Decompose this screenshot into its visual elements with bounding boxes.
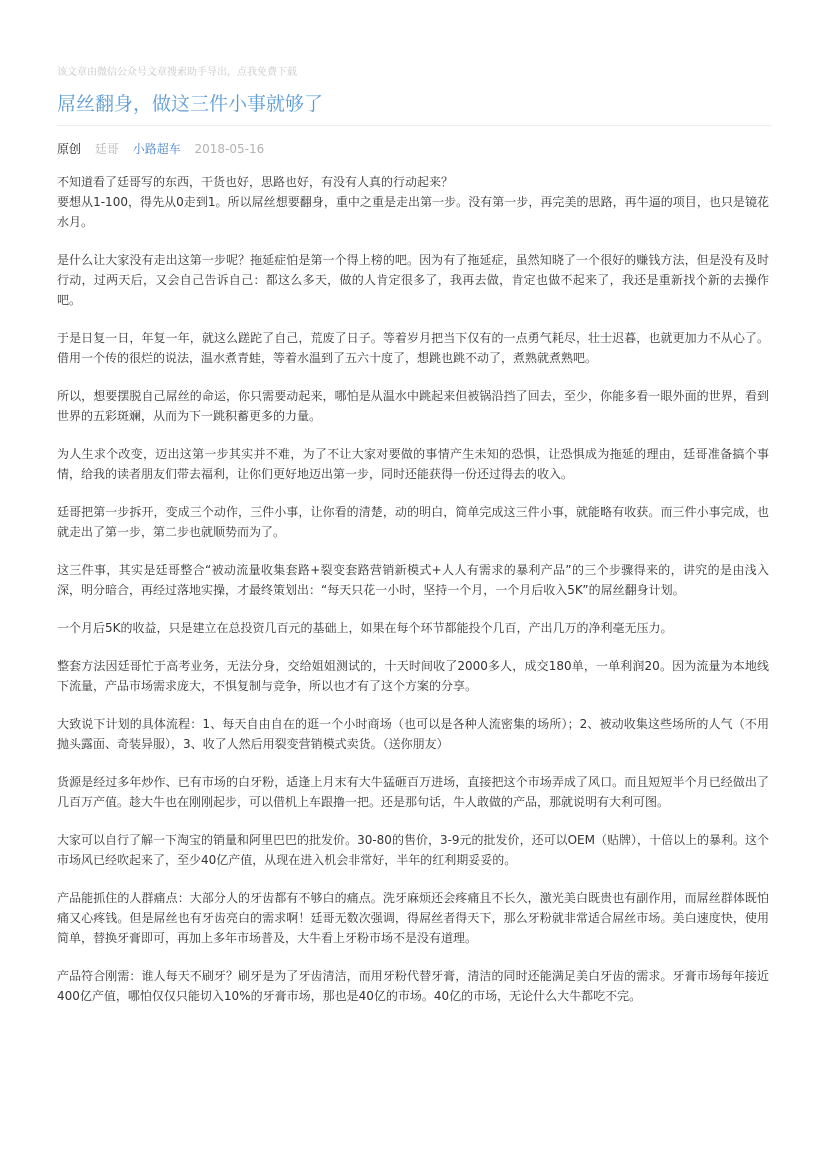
paragraph-9: 整套方法因廷哥忙于高考业务，无法分身，交给姐姐测试的，十天时间收了2000多人，成交180单，一单利润20。因为流量为本地线下流量，产品市场需求庞大，不惧复制与竞争，所以也才有了这个方案的分享。 — [57, 659, 769, 693]
paragraph-8: 一个月后5K的收益，只是建立在总投资几百元的基础上，如果在每个环节都能投个几百，产出几万的净利毫无压力。 — [57, 621, 673, 635]
paragraph-3: 于是日复一日，年复一年，就这么蹉跎了自己，荒废了日子。等着岁月把当下仅有的一点勇气耗尽，壮士迟暮，也就更加力不从心了。借用一个传的很烂的说法，温水煮青蛙，等着水温到了五六十度了，想跳也跳不动了，煮熟就煮熟吧。 — [57, 331, 769, 365]
author-name: 廷哥 — [94, 142, 119, 156]
paragraph-13: 产品能抓住的人群痛点：大部分人的牙齿都有不够白的痛点。洗牙麻烦还会疼痛且不长久，激光美白既贵也有副作用，而屌丝群体既怕痛又心疼钱。但是屌丝也有牙齿亮白的需求啊！廷哥无数次强调，得屌丝者得天下，那么牙粉就非常适合屌丝市场。美白速度快，使用简单，替换牙膏即可，再加上多年市场普及，大牛看上牙粉市场不是没有道理。 — [57, 891, 769, 945]
paragraph-5: 为人生求个改变，迈出这第一步其实并不难，为了不让大家对要做的事情产生未知的恐惧，让恐惧成为拖延的理由，廷哥准备搞个事情，给我的读者朋友们带去福利，让你们更好地迈出第一步，同时还能获得一份还过得去的收入。 — [57, 447, 769, 481]
article-meta — [57, 140, 274, 158]
paragraph-12: 大家可以自行了解一下淘宝的销量和阿里巴巴的批发价。30-80的售价，3-9元的批发价，还可以OEM（贴牌），十倍以上的暴利。这个市场风已经吹起来了，至少40亿产值，从现在进入机会非常好，半年的红利期妥妥的。 — [57, 833, 769, 867]
article-title: 屌丝翻身，做这三件小事就够了 — [57, 93, 324, 115]
article-body — [57, 172, 769, 1024]
paragraph-7: 这三件事，其实是廷哥整合“被动流量收集套路+裂变套路营销新模式+人人有需求的暴利产品”的三个步骤得来的，讲究的是由浅入深，明分暗合，再经过落地实操，才最终策划出：“每天只花一小时，坚持一个月，一个月后收入5K”的屌丝翻身计划。 — [57, 563, 769, 597]
title-divider — [57, 125, 771, 126]
export-notice-link[interactable]: 该文章由微信公众号文章搜索助手导出，点我免费下载 — [57, 67, 297, 78]
paragraph-10: 大致说下计划的具体流程：1、每天自由自在的逛一个小时商场（也可以是各种人流密集的场所）；2、被动收集这些场所的人气（不用抛头露面、奇装异服），3、收了人然后用裂变营销模式卖货。（送你朋友） — [57, 717, 769, 751]
paragraph-2: 是什么让大家没有走出这第一步呢？拖延症怕是第一个得上榜的吧。因为有了拖延症，虽然知晓了一个很好的赚钱方法，但是没有及时行动，过两天后，又会自己告诉自己：都这么多天，做的人肯定很多了，我再去做，肯定也做不起来了，我还是重新找个新的去操作吧。 — [57, 253, 769, 307]
account-link[interactable]: 小路超车 — [132, 142, 181, 156]
paragraph-11: 货源是经过多年炒作、已有市场的白牙粉，适逢上月末有大牛猛砸百万进场，直接把这个市场弄成了风口。而且短短半个月已经做出了几百万产值。趁大牛也在刚刚起步，可以借机上车跟撸一把。还是那句话，牛人敢做的产品，那就说明有大利可图。 — [57, 775, 769, 809]
paragraph-14: 产品符合刚需：谁人每天不刷牙？刷牙是为了牙齿清洁，而用牙粉代替牙膏，清洁的同时还能满足美白牙齿的需求。牙膏市场每年接近400亿产值，哪怕仅仅只能切入10%的牙膏市场，那也是40亿的市场。40亿的市场，无论什么大牛都吃不完。 — [57, 969, 769, 1003]
paragraph-1: 不知道看了廷哥写的东西，干货也好，思路也好，有没有人真的行动起来？ 要想从1-100，得先从0走到1。所以屌丝想要翻身，重中之重是走出第一步。没有第一步，再完美的思路，再牛逼的项目，也只是镜花水月。 — [57, 175, 769, 229]
paragraph-6: 廷哥把第一步拆开，变成三个动作，三件小事，让你看的清楚，动的明白，简单完成这三件小事，就能略有收获。而三件小事完成，也就走出了第一步，第二步也就顺势而为了。 — [57, 505, 769, 539]
publish-date: 2018-05-16 — [194, 142, 265, 156]
original-tag: 原创 — [57, 142, 82, 156]
paragraph-4: 所以，想要摆脱自己屌丝的命运，你只需要动起来，哪怕是从温水中跳起来但被锅沿挡了回去，至少，你能多看一眼外面的世界，看到世界的五彩斑斓，从而为下一跳积蓄更多的力量。 — [57, 389, 769, 423]
